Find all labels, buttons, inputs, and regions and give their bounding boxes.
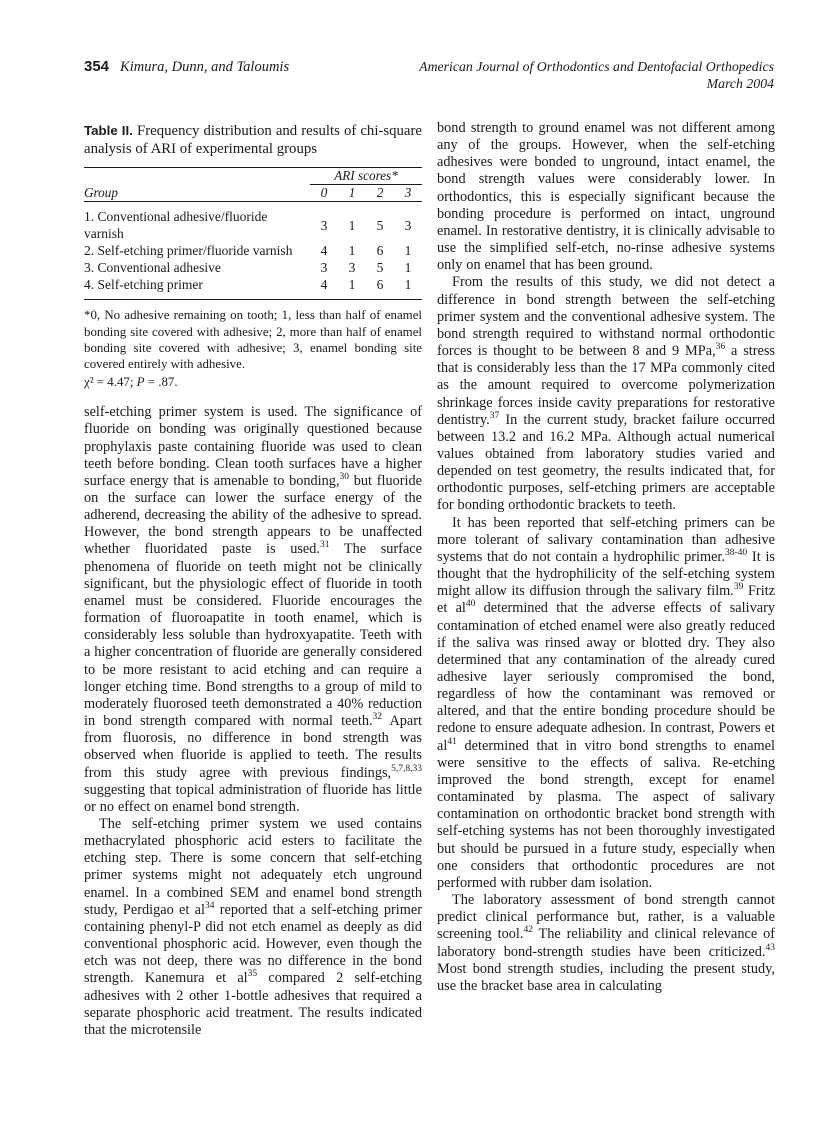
score-cell: 3 bbox=[320, 217, 328, 233]
table-row bbox=[84, 259, 422, 276]
chi-square-stat: χ² = 4.47; P = .87. bbox=[84, 374, 178, 389]
score-cell: 1 bbox=[404, 260, 412, 276]
table-row bbox=[84, 242, 422, 259]
table-footnote: *0, No adhesive remaining on tooth; 1, less than half of enamel bonding site covered with adhesive; 2, more than half of enamel bonding site covered with adhesive; 3, enamel bonding site covered entirely with adhesive. bbox=[84, 308, 422, 372]
table-span-header-row bbox=[84, 168, 422, 185]
score-cell: 1 bbox=[348, 277, 356, 293]
ari-frequency-table bbox=[84, 167, 422, 300]
table-label: Table II. bbox=[84, 123, 133, 138]
journal-title: American Journal of Orthodontics and Dentofacial Orthopedics bbox=[419, 59, 774, 74]
right-column-text bbox=[437, 120, 775, 995]
spacer-cell bbox=[84, 168, 310, 185]
score-column-header: 0 bbox=[310, 185, 338, 202]
body-paragraph: bond strength to ground enamel was not different among any of the groups. However, when the self-etching adhesives were bonded to unground, intact enamel, the bond strength values were considerably lower. In orthodontics, this is especially significant because the bonding procedure is performed on intact, unground enamel. In restorative dentistry, it is clinically advisable to use the simplified self-etch, no-rinse adhesive systems only on enamel that has been ground. bbox=[437, 120, 775, 274]
header-left bbox=[84, 58, 289, 76]
score-cell: 5 bbox=[376, 217, 384, 233]
group-cell: 1. Conventional adhesive/fluoride varnish bbox=[84, 209, 268, 242]
ari-scores-header: ARI scores* bbox=[310, 168, 422, 185]
score-cell: 3 bbox=[348, 260, 356, 276]
body-paragraph: self-etching primer system is used. The significance of fluoride on bonding was originally questioned because prophylaxis paste containing fluoride was used to clean teeth before bonding. Clean tooth surfaces have a higher surface energy that is amenable to bonding,$^{30}$ but fluoride on the surface can lower the surface energy of the adherend, decreasing the ability of the adhesive to spread. However, the bond strength appears to be unaffected whether fluoridated paste is used.$^{31}$ The surface phenomena of fluoride on teeth might not be clinically significant, but the physiologic effect of fluoride in tooth enamel must be considered. Fluoride encourages the formation of fluoroapatite in tooth enamel, which is considerably less soluble than hydroxyapatite. Teeth with a higher concentration of fluoride are generally considered to be more resistant to acid etching and can require a longer etching time. Bond strengths to a group of mild to moderately fluorosed teeth demonstrated a 40% reduction in bond strength compared with normal teeth.$^{32}$ Apart from fluorosis, no difference in bond strength was observed when fluoride is applied to teeth. The results from this study agree with previous findings,$^{5,7,8,33}$ suggesting that topical administration of fluoride has little or no effect on enamel bond strength. bbox=[84, 404, 422, 815]
score-column-header: 3 bbox=[394, 185, 422, 202]
score-cell: 1 bbox=[404, 277, 412, 293]
group-cell: 2. Self-etching primer/fluoride varnish bbox=[84, 243, 293, 259]
body-paragraph: From the results of this study, we did not detect a difference in bond strength between the self-etching primer system and the conventional adhesive system. The bond strength required to withstand normal orthodontic forces is thought to be between 8 and 9 MPa,$^{36}$ a stress that is considerably less than the 17 MPa commonly cited as the amount required to overcome polymerization shrinkage forces inside cavity preparations for restorative dentistry.$^{37}$ In the current study, bracket failure occurred between 13.2 and 16.2 MPa. Although actual numerical values obtained from laboratory studies varied and depended on test geometry, the results indicated that, for orthodontic purposes, self-etching primers are acceptable for bonding orthodontic brackets to teeth. bbox=[437, 274, 775, 514]
score-cell: 6 bbox=[376, 277, 384, 293]
body-paragraph: The self-etching primer system we used contains methacrylated phosphoric acid esters to facilitate the etching step. There is some concern that self-etching primer systems might not adequately etch unground enamel. In a combined SEM and enamel bond strength study, Perdigao et $al^{34}$ reported that a self-etching primer containing phenyl-P did not etch enamel as deeply as did conventional phosphoric acid. However, even though the etch was not deep, there was no difference in the bond strength. Kanemura et $al^{35}$ compared 2 self-etching adhesives with 2 other 1-bottle adhesives that required a separate phosphoric acid treatment. The results indicated that the microtensile bbox=[84, 815, 422, 1038]
table-row bbox=[84, 202, 422, 243]
left-column-text bbox=[84, 404, 422, 1039]
group-cell: 4. Self-etching primer bbox=[84, 277, 203, 293]
table-caption bbox=[84, 122, 422, 158]
score-cell: 4 bbox=[320, 243, 328, 259]
score-cell: 6 bbox=[376, 243, 384, 259]
table-2-block bbox=[84, 122, 422, 390]
table-header-row bbox=[84, 185, 422, 202]
score-cell: 1 bbox=[404, 243, 412, 259]
page-number: 354 bbox=[84, 58, 110, 75]
score-cell: 5 bbox=[376, 260, 384, 276]
score-cell: 1 bbox=[348, 243, 356, 259]
left-column bbox=[84, 122, 422, 1039]
score-cell: 3 bbox=[320, 260, 328, 276]
score-column-header: 2 bbox=[366, 185, 394, 202]
group-column-header: Group bbox=[84, 185, 310, 202]
page-header bbox=[84, 58, 774, 92]
body-paragraph: The laboratory assessment of bond strength cannot predict clinical performance but, rather, is a valuable screening tool.$^{42}$ The reliability and clinical relevance of laboratory bond-strength studies have been criticized.$^{43}$ Most bond strength studies, including the present study, use the bracket base area in calculating bbox=[437, 892, 775, 994]
journal-issue-date: March 2004 bbox=[706, 76, 774, 91]
score-cell: 1 bbox=[348, 217, 356, 233]
score-cell: 3 bbox=[404, 217, 412, 233]
group-cell: 3. Conventional adhesive bbox=[84, 260, 221, 276]
table-row bbox=[84, 276, 422, 300]
journal-header bbox=[419, 58, 774, 92]
score-cell: 4 bbox=[320, 277, 328, 293]
score-column-header: 1 bbox=[338, 185, 366, 202]
running-authors: Kimura, Dunn, and Taloumis bbox=[120, 59, 290, 75]
body-paragraph: It has been reported that self-etching primers can be more tolerant of salivary contamination than adhesive systems that do not contain a hydrophilic primer.$^{38-40}$ It is thought that the hydrophilicity of the self-etching system might allow its diffusion through the salivary film.$^{39}$ Fritz et $al^{40}$ determined that the adverse effects of salivary contamination of etched enamel were also greatly reduced if the saliva was rinsed away or blotted dry. They also determined that any contamination of the already cured adhesive layer seriously compromised the bond, regardless of how the contaminant was removed or altered, and that the entire bonding procedure should be redone to ensure adequate adhesion. In contrast, Powers et $al^{41}$ determined that in vitro bond strengths to enamel were sensitive to the effects of saliva. Re-etching improved the bond strength, except for enamel contaminated by plasma. The aspect of salivary contamination on orthodontic bracket bond strength with self-etching systems has not been thoroughly investigated but should be pursued in a future study, especially when one considers that orthodontic procedures are not performed with rubber dam isolation. bbox=[437, 514, 775, 891]
table-caption-text: Frequency distribution and results of chi-square analysis of ARI of experimental groups bbox=[84, 123, 422, 157]
